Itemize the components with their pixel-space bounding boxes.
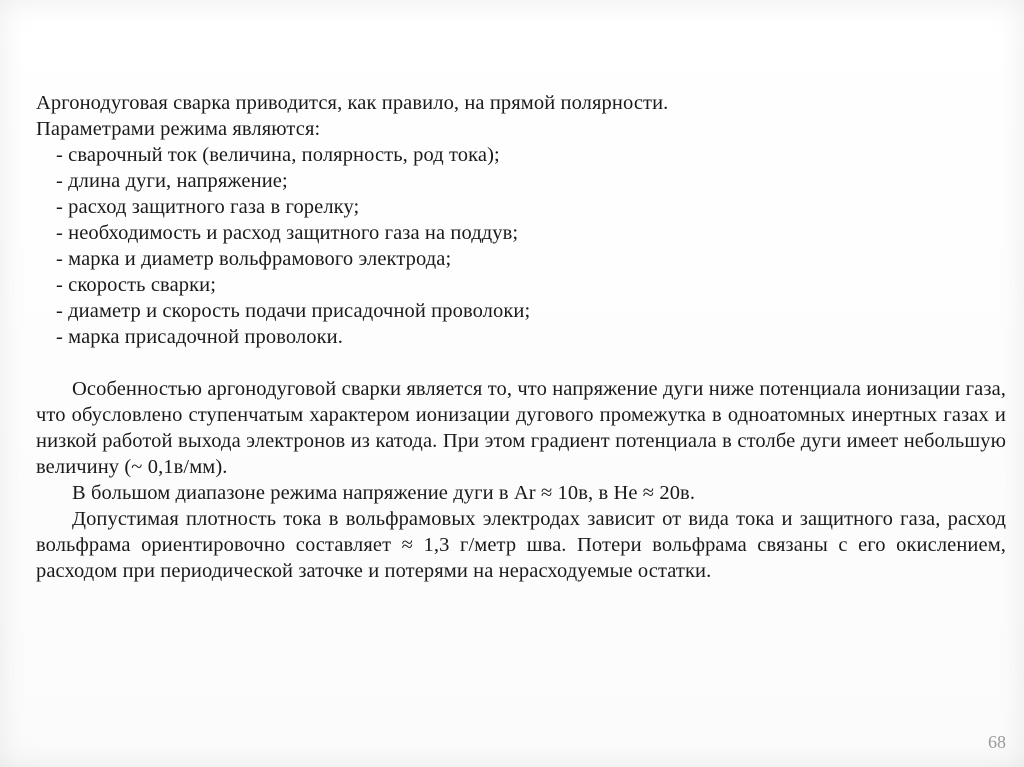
document-body <box>36 90 1006 584</box>
paragraph-gap <box>36 350 1006 376</box>
parameter-item: - марка присадочной проволоки. <box>56 326 343 348</box>
intro-line: Параметрами режима являются: <box>36 118 321 140</box>
intro-line: Аргонодуговая сварка приводится, как правило, на прямой полярности. <box>36 92 669 114</box>
parameter-item: - марка и диаметр вольфрамового электрода; <box>56 248 452 270</box>
paragraph: Особенностью аргонодуговой сварки является то, что напряжение дуги ниже потенциала ионизации газа, что обусловлено ступенчатым характером ионизации дугового промежутка в одноатомных инертных газах и низкой работой выхода электронов из катода. При этом градиент потенциала в столбе дуги имеет небольшую величину (~ 0,1в/мм). <box>36 378 1006 478</box>
parameter-item: - длина дуги, напряжение; <box>56 170 288 192</box>
parameter-item: - необходимость и расход защитного газа на поддув; <box>56 222 519 244</box>
paragraph: В большом диапазоне режима напряжение дуги в Ar ≈ 10в, в He ≈ 20в. <box>72 482 696 504</box>
page-number: 68 <box>988 732 1006 752</box>
parameter-item: - скорость сварки; <box>56 274 217 296</box>
parameter-item: - сварочный ток (величина, полярность, род тока); <box>56 144 500 166</box>
parameter-item: - расход защитного газа в горелку; <box>56 196 360 218</box>
parameter-item: - диаметр и скорость подачи присадочной проволоки; <box>56 300 531 322</box>
paragraph: Допустимая плотность тока в вольфрамовых электродах зависит от вида тока и защитного газа, расход вольфрама ориентировочно составляет ≈ 1,3 г/метр шва. Потери вольфрама связаны с его окислением, расходом при периодической заточке и потерями на нерасходуемые остатки. <box>36 508 1006 582</box>
